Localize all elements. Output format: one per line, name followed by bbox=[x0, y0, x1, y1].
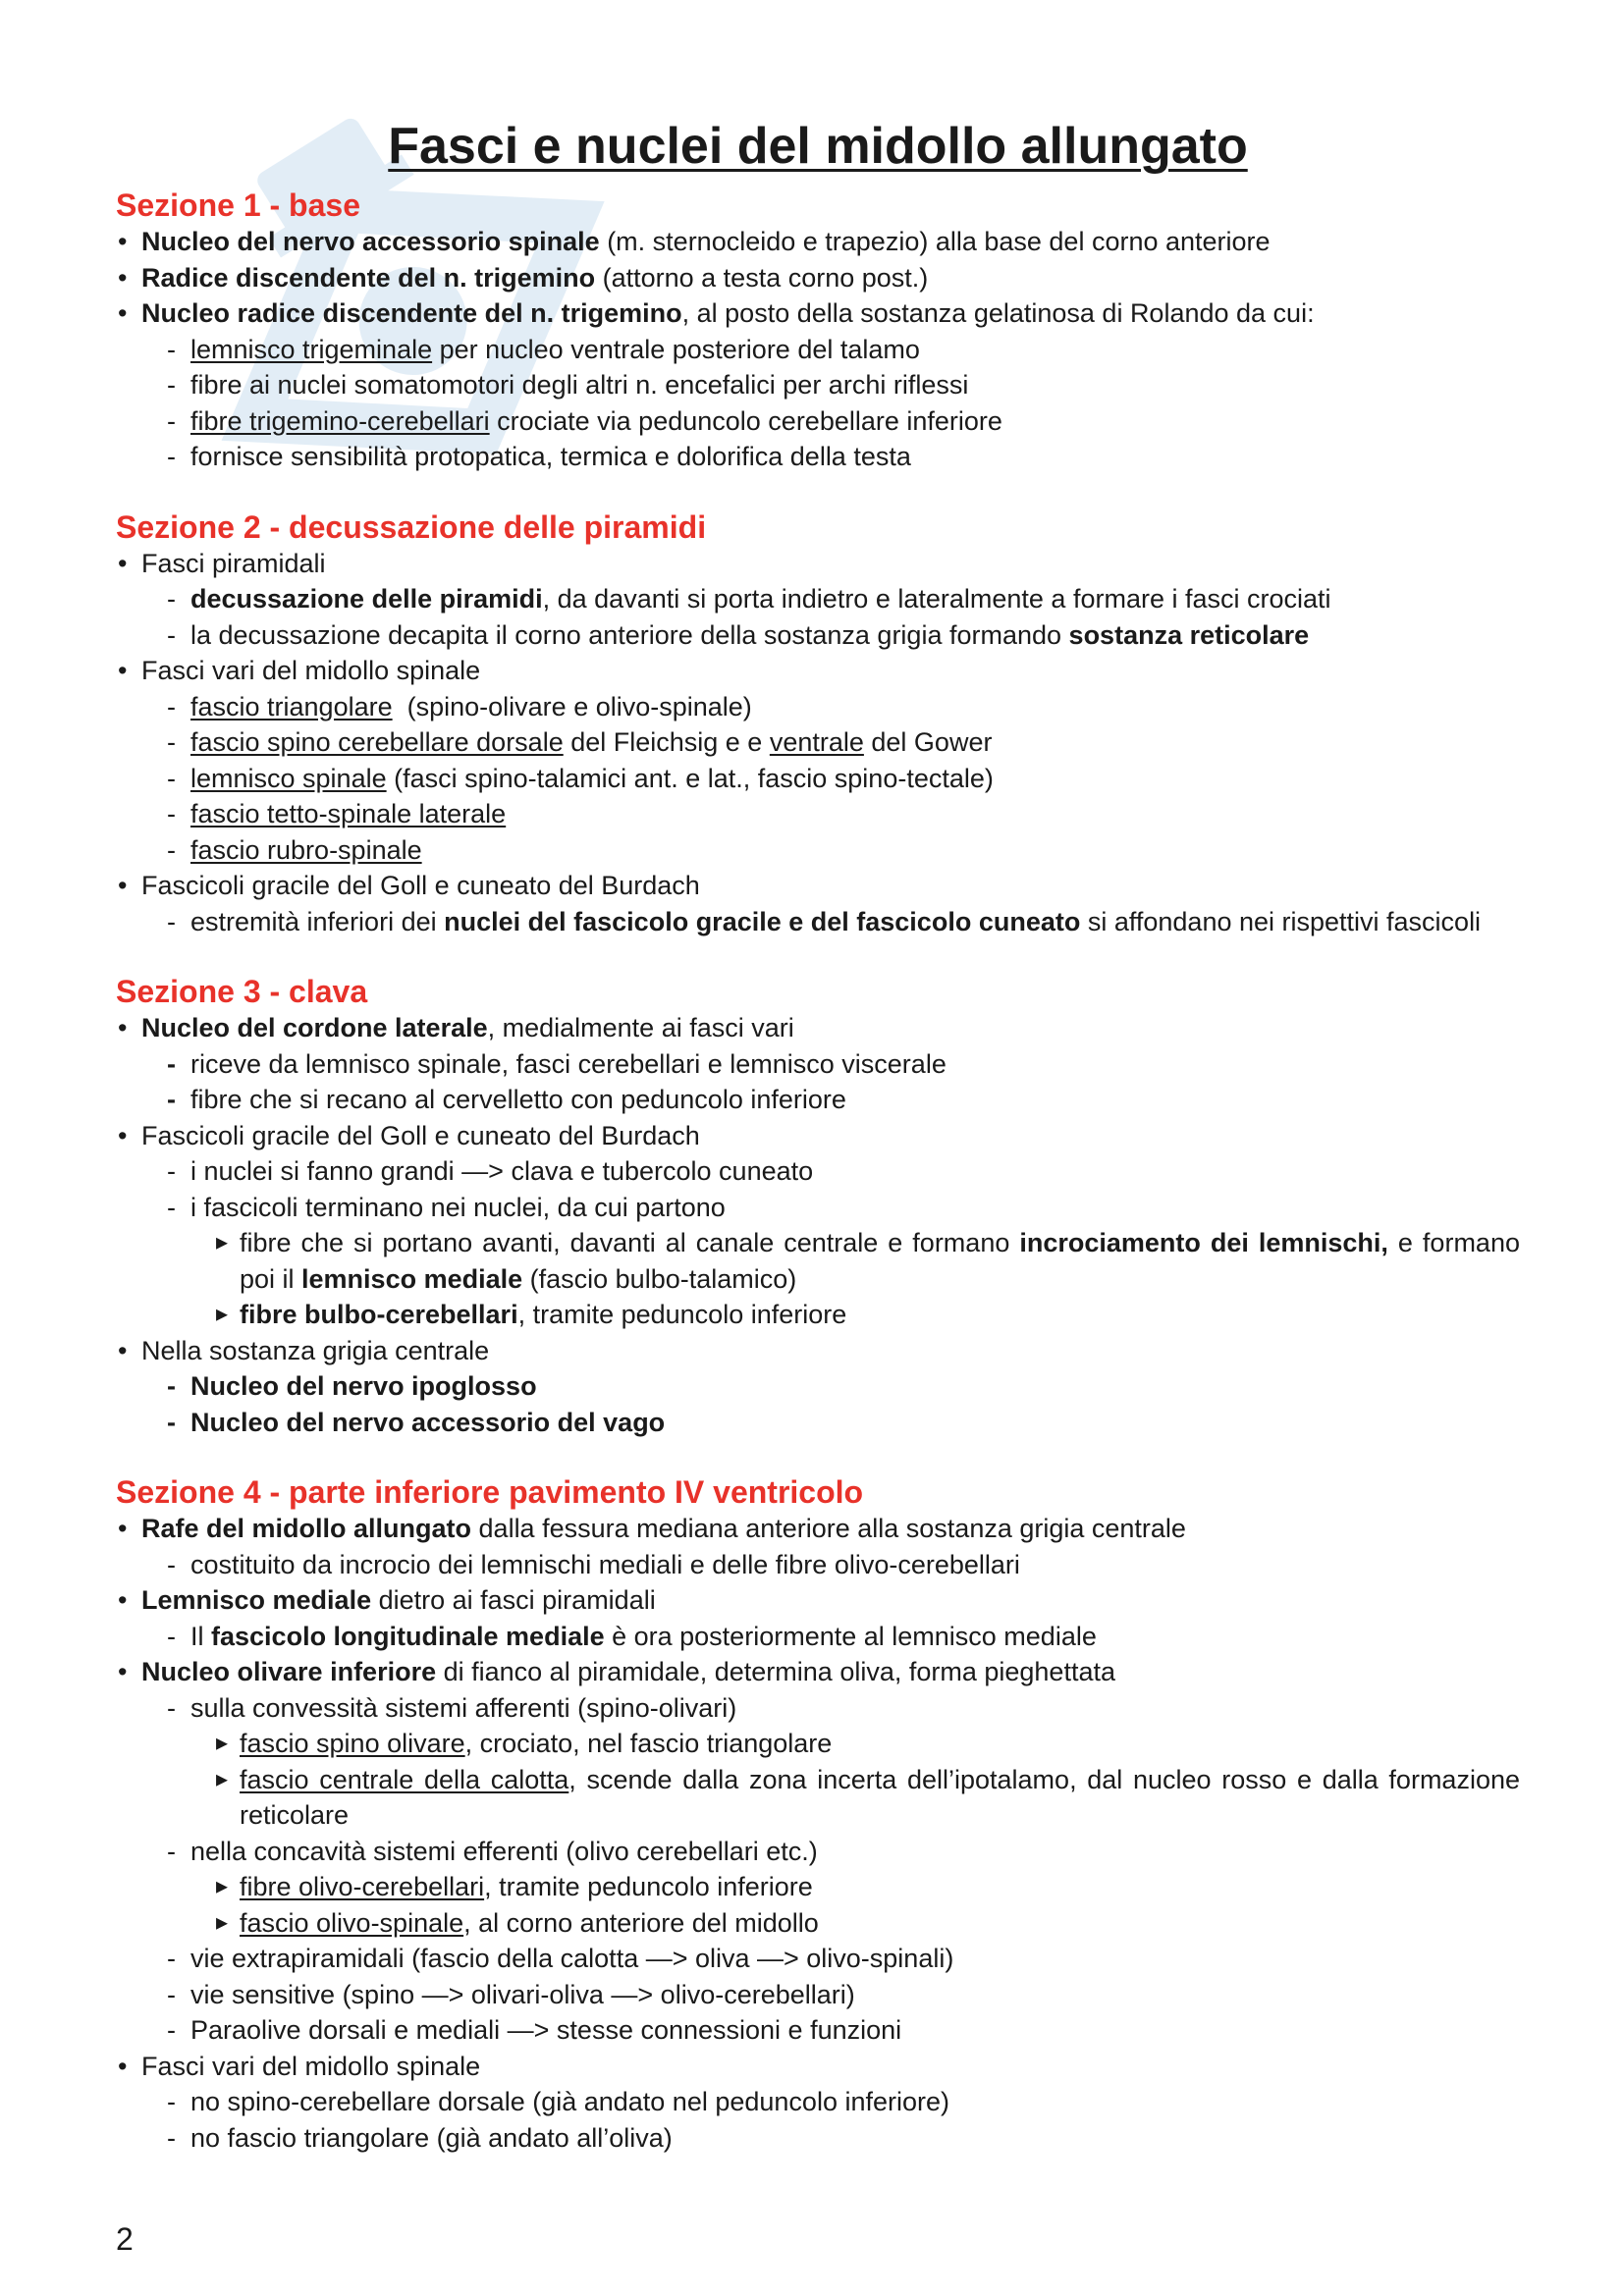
sub-sub-item: ▸ fibre bulbo-cerebellari, tramite peduncolo inferiore bbox=[116, 1297, 1520, 1333]
list-item: • Nucleo del nervo accessorio spinale (m. sternocleido e trapezio) alla base del corno anteriore bbox=[116, 224, 1520, 260]
sub-item: - Nucleo del nervo ipoglosso bbox=[116, 1368, 1520, 1405]
sub-item: - costituito da incrocio dei lemnischi mediali e delle fibre olivo-cerebellari bbox=[116, 1547, 1520, 1583]
sub-item: - sulla convessità sistemi afferenti (spino-olivari) bbox=[116, 1690, 1520, 1727]
sub-sub-item: ▸ fascio olivo-spinale, al corno anteriore del midollo bbox=[116, 1905, 1520, 1942]
section-heading: Sezione 1 - base bbox=[116, 187, 360, 223]
sub-item: - i fascicoli terminano nei nuclei, da cui partono bbox=[116, 1190, 1520, 1226]
page-number: 2 bbox=[116, 2221, 134, 2257]
sub-item: - i nuclei si fanno grandi —> clava e tubercolo cuneato bbox=[116, 1153, 1520, 1190]
sub-item: - no spino-cerebellare dorsale (già andato nel peduncolo inferiore) bbox=[116, 2084, 1520, 2120]
list-item: • Nucleo olivare inferiore di fianco al piramidale, determina oliva, forma pieghettata bbox=[116, 1654, 1520, 1690]
list-item: • Nella sostanza grigia centrale bbox=[116, 1333, 1520, 1369]
sub-item: - decussazione delle piramidi, da davanti si porta indietro e lateralmente a formare i fasci crociati bbox=[116, 581, 1520, 617]
sub-item: - fascio spino cerebellare dorsale del Fleichsig e e ventrale del Gower bbox=[116, 724, 1520, 761]
section-1 bbox=[116, 187, 1520, 475]
sub-item: - Nucleo del nervo accessorio del vago bbox=[116, 1405, 1520, 1441]
section-heading: Sezione 2 - decussazione delle piramidi bbox=[116, 508, 707, 545]
sub-item: - fibre trigemino-cerebellari crociate via peduncolo cerebellare inferiore bbox=[116, 403, 1520, 440]
list-item: • Nucleo del cordone laterale, medialmente ai fasci vari bbox=[116, 1010, 1520, 1046]
section-list bbox=[116, 1511, 1520, 2156]
sub-item: - fascio rubro-spinale bbox=[116, 832, 1520, 869]
page-title: Fasci e nuclei del midollo allungato bbox=[388, 118, 1248, 175]
section-list bbox=[116, 1010, 1520, 1440]
sub-sub-item: ▸ fascio centrale della calotta, scende dalla zona incerta dell’ipotalamo, dal nucleo rosso e dalla formazione reticolare bbox=[116, 1762, 1520, 1834]
section-2 bbox=[116, 508, 1520, 940]
sub-item: - la decussazione decapita il corno anteriore della sostanza grigia formando sostanza reticolare bbox=[116, 617, 1520, 654]
sub-item: - fibre che si recano al cervelletto con peduncolo inferiore bbox=[116, 1082, 1520, 1118]
sub-item: - fascio tetto-spinale laterale bbox=[116, 796, 1520, 832]
list-item: • Nucleo radice discendente del n. trigemino, al posto della sostanza gelatinosa di Rolando da cui: bbox=[116, 295, 1520, 332]
sub-item: - vie extrapiramidali (fascio della calotta —> oliva —> olivo-spinali) bbox=[116, 1941, 1520, 1977]
list-item: • Radice discendente del n. trigemino (attorno a testa corno post.) bbox=[116, 260, 1520, 296]
sub-item: - Il fascicolo longitudinale mediale è ora posteriormente al lemnisco mediale bbox=[116, 1619, 1520, 1655]
section-list bbox=[116, 224, 1520, 475]
sub-item: - no fascio triangolare (già andato all’oliva) bbox=[116, 2120, 1520, 2157]
sub-item: - nella concavità sistemi efferenti (olivo cerebellari etc.) bbox=[116, 1834, 1520, 1870]
sub-item: - estremità inferiori dei nuclei del fascicolo gracile e del fascicolo cuneato si affondano nei rispettivi fascicoli bbox=[116, 904, 1520, 940]
list-item: • Fasci vari del midollo spinale bbox=[116, 2049, 1520, 2085]
list-item: • Fascicoli gracile del Goll e cuneato del Burdach bbox=[116, 868, 1520, 904]
list-item: • Fasci piramidali bbox=[116, 546, 1520, 582]
section-3 bbox=[116, 973, 1520, 1440]
list-item: • Rafe del midollo allungato dalla fessura mediana anteriore alla sostanza grigia centrale bbox=[116, 1511, 1520, 1547]
sub-item: - lemnisco spinale (fasci spino-talamici ant. e lat., fascio spino-tectale) bbox=[116, 761, 1520, 797]
sub-item: - riceve da lemnisco spinale, fasci cerebellari e lemnisco viscerale bbox=[116, 1046, 1520, 1083]
sub-sub-item: ▸ fibre che si portano avanti, davanti al canale centrale e formano incrociamento dei lemnischi, e formano poi il lemnisco mediale (fascio bulbo-talamico) bbox=[116, 1225, 1520, 1297]
sub-item: - fascio triangolare (spino-olivare e olivo-spinale) bbox=[116, 689, 1520, 725]
sub-sub-item: ▸ fascio spino olivare, crociato, nel fascio triangolare bbox=[116, 1726, 1520, 1762]
list-item: • Fascicoli gracile del Goll e cuneato del Burdach bbox=[116, 1118, 1520, 1154]
sub-item: - fornisce sensibilità protopatica, termica e dolorifica della testa bbox=[116, 439, 1520, 475]
sub-sub-item: ▸ fibre olivo-cerebellari, tramite peduncolo inferiore bbox=[116, 1869, 1520, 1905]
sub-item: - vie sensitive (spino —> olivari-oliva —> olivo-cerebellari) bbox=[116, 1977, 1520, 2013]
section-heading: Sezione 3 - clava bbox=[116, 974, 368, 1009]
section-4 bbox=[116, 1473, 1520, 2156]
list-item: • Fasci vari del midollo spinale bbox=[116, 653, 1520, 689]
list-item: • Lemnisco mediale dietro ai fasci piramidali bbox=[116, 1582, 1520, 1619]
section-list bbox=[116, 546, 1520, 940]
sub-item: - Paraolive dorsali e mediali —> stesse connessioni e funzioni bbox=[116, 2012, 1520, 2049]
sub-item: - fibre ai nuclei somatomotori degli altri n. encefalici per archi riflessi bbox=[116, 367, 1520, 403]
section-heading: Sezione 4 - parte inferiore pavimento IV ventricolo bbox=[116, 1474, 864, 1510]
sub-item: - lemnisco trigeminale per nucleo ventrale posteriore del talamo bbox=[116, 332, 1520, 368]
document-page bbox=[116, 116, 1520, 2156]
